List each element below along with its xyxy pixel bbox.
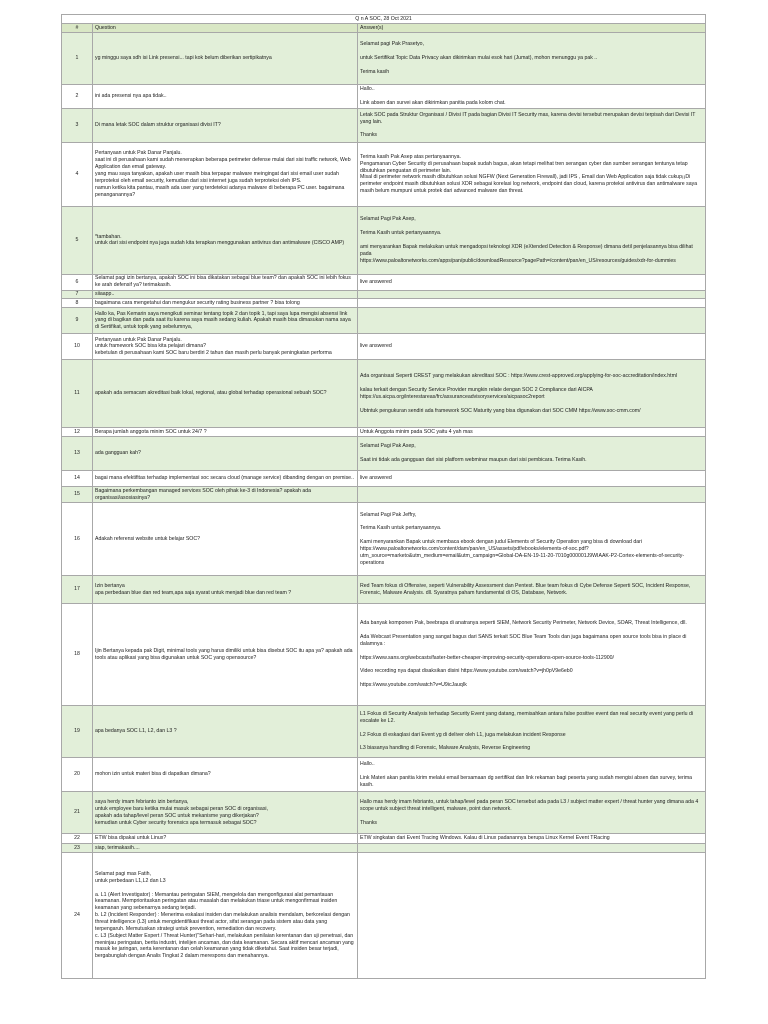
answer-cell: Selamat Pagi Pak Asep, Terima Kasih untuk pertanyaannya. ami menyarankan Bapak melakukan untuk mengadopsi teknologi XDR (eXtended Detection & Response) dimana detil penjelasannya bisa dilihat pada https://www.paloaltonetworks.com/apps/pan/public/downloadResource?pagePath=/content/pan/en_US/resources/guides/xdr-for-dummies — [358, 206, 706, 274]
table-row — [62, 576, 706, 604]
answer-cell — [358, 308, 706, 334]
question-cell: ini ada presensi nya apa tidak.. — [93, 84, 358, 108]
question-cell: Adakah referensi website untuk belajar SOC? — [93, 503, 358, 576]
row-number: 16 — [62, 503, 93, 576]
answer-cell: Hallo mas herdy imam febrianto, untuk tahap/level pada peran SOC tersebut ada pada L3 / subject matter expert / threat hunter yang dimana ada 4 scope untuk subject threat intelligent, malware, point dan network. Thanks — [358, 792, 706, 834]
table-row — [62, 834, 706, 844]
table-row — [62, 206, 706, 274]
row-number: 1 — [62, 32, 93, 84]
question-cell: Izin bertanya apa perbedaan blue dan red team,apa saja syarat untuk menjadi blue dan red team ? — [93, 576, 358, 604]
document-title: Q n A SOC, 28 Oct 2021 — [62, 15, 706, 24]
header-question: Question — [93, 24, 358, 33]
question-cell: Pertanyaan untuk Pak Danar Panjalu. saat ini di perusahaan kami sudah menerapkan beberapa perimeter defense mulai dari sisi traffic network, Web Application dan email gateway. yang mau saya tanyakan, apakah user masih bisa terpapar malware meingingat dari sisi email user sudah terproteksi oleh email security, kemudian dari sisi internet juga sudah terproteksi oleh IPS. namun ketika kita pantau, masih ada user yang terdeteksi adanya malware di beberapa PC user. bagaimana penanganannya? — [93, 142, 358, 206]
row-number: 22 — [62, 834, 93, 844]
row-number: 6 — [62, 274, 93, 290]
header-row — [62, 24, 706, 33]
question-cell: Pertanyaan untuk Pak Danar Panjalu. untuk framework SOC bisa kita pelajari dimana? kebetulan di perusahaan kami SOC baru berdiri 2 tahun dan masih perlu banyak peningkatan performa — [93, 334, 358, 360]
question-cell: bagaimana cara mengetahui dan mengukur security rating business partner ? bisa tolong — [93, 299, 358, 308]
row-number: 10 — [62, 334, 93, 360]
question-cell: bagai mana efektifitas terhadap implementasi soc secara cloud (manage service) dibanding dengan on premise.. — [93, 471, 358, 487]
row-number: 23 — [62, 844, 93, 853]
row-number: 19 — [62, 706, 93, 758]
table-row — [62, 308, 706, 334]
question-cell: apakah ada semacam akreditasi baik lokal, regional, atau global terhadap operasional sebuah SOC? — [93, 360, 358, 428]
question-cell: Selamat pagi izin bertanya, apakah SOC ini bisa dikatakan sebagai blue team? dan apakah SOC ini lebih fokus ke arah defensif ya? terimakasih. — [93, 274, 358, 290]
answer-cell: live answered — [358, 334, 706, 360]
table-row — [62, 299, 706, 308]
row-number: 2 — [62, 84, 93, 108]
row-number: 9 — [62, 308, 93, 334]
row-number: 14 — [62, 471, 93, 487]
answer-cell: Selamat Pagi Pak Jeffry, Terima Kasih untuk pertanyaannya. Kami menyarankan Bapak untuk membaca ebook dengan judul Elements of Security Operation yang bisa di download dari https://www.paloaltonetworks.com/content/dam/pan/en_US/assets/pdf/ebooks/elements-of-soc.pdf?utm_source=marketo&utm_medium=email&utm_campaign=Global-DA-EN-19-11-20-7010g000001J9WIAAK-P2-Cortex-elements-of-security-operations — [358, 503, 706, 576]
question-cell: siap, terimakasih.... — [93, 844, 358, 853]
table-row — [62, 503, 706, 576]
answer-cell: ETW singkatan dari Event Tracing Windows. Kalau di Linux padanannya berupa Linux Kernel Event TRacing — [358, 834, 706, 844]
question-cell: Di mana letak SOC dalam struktur organisasi divisi IT? — [93, 108, 358, 142]
table-row — [62, 844, 706, 853]
row-number: 17 — [62, 576, 93, 604]
question-cell: saya herdy imam febrianto izin bertanya, untuk employee baru ketika mulai masuk sebagai peran SOC di organisasi, apakah ada tahap/level peran SOC untuk mekanisme yang dikerjakan? kemudian untuk Cyber security forensics apa termasuk sebagai SOC? — [93, 792, 358, 834]
table-row — [62, 792, 706, 834]
table-row — [62, 471, 706, 487]
qa-table — [61, 14, 706, 979]
question-cell: mohon izin untuk materi bisa di dapatkan dimana? — [93, 758, 358, 792]
answer-cell: Selamat pagi Pak Prasetyo, untuk Sertifikat Topic Data Privacy akan dikirimkan mulai esok hari (Jumat), mohon menunggu ya pak .. Terima kasih — [358, 32, 706, 84]
row-number: 8 — [62, 299, 93, 308]
answer-cell: live answered — [358, 274, 706, 290]
answer-cell — [358, 299, 706, 308]
table-row — [62, 142, 706, 206]
table-row — [62, 108, 706, 142]
row-number: 11 — [62, 360, 93, 428]
question-cell: yg minggu saya sdh isi Link presensi... tapi kok belum diberikan sertipikatnya — [93, 32, 358, 84]
row-number: 5 — [62, 206, 93, 274]
table-row — [62, 290, 706, 299]
question-cell: Bagaimana perkembangan managed services SOC oleh pihak ke-3 di Indonesia? apakah ada organisasi/asosiasinya? — [93, 487, 358, 503]
answer-cell: Hallo.. Link Materi akan panitia kirim melalui email bersamaan dg sertifikat dan link rekaman bagi peserta yang sudah mengisi absen dan survey, terima kasih. — [358, 758, 706, 792]
question-cell: ETW bisa dipakai untuk Linux? — [93, 834, 358, 844]
table-row — [62, 334, 706, 360]
table-row — [62, 437, 706, 471]
qa-body — [62, 32, 706, 978]
table-row — [62, 360, 706, 428]
answer-cell: Ada organisasi Seperti CREST yang melakukan akreditasi SOC : https://www.crest-approved.org/applying-for-soc-accreditation/index.html kalau terkait dengan Security Service Provider mungkin relate dengan SOC 2 Compliance dari AICPA https://us.aicpa.org/interestareas/frc/assuranceadvisoryservices/aicpasoc2report Ubtntuk pengukuran sendiri ada framework SOC Maturity yang bisa digunakan dari SOC CMM https://www.soc-cmm.com/ — [358, 360, 706, 428]
table-row — [62, 32, 706, 84]
row-number: 21 — [62, 792, 93, 834]
answer-cell — [358, 487, 706, 503]
table-row — [62, 274, 706, 290]
row-number: 20 — [62, 758, 93, 792]
table-row — [62, 428, 706, 437]
question-cell: Berapa jumlah anggota minim SOC untuk 24/7 ? — [93, 428, 358, 437]
answer-cell: L1 Fokus di Security Analysis terhadap Security Event yang datang, memisahkan antara false positive event dan real security event yang perlu di escalate ke L2. L2 Fokus di eskaqlasi dari Event yg di deliver oleh L1, juga melakukan incident Response L3 biasanya handling di Forensic, Malware Analysis, Reverse Engineering — [358, 706, 706, 758]
answer-cell: live answered — [358, 471, 706, 487]
question-cell: ada gangguan kah? — [93, 437, 358, 471]
table-row — [62, 604, 706, 706]
header-number: # — [62, 24, 93, 33]
question-cell: Selamat pagi mas Fatih, untuk perbedaan L1,L2 dan L3 a. L1 (Alert Investigator) : Memantau peringatan SIEM, mengelola dan mengonfigurasi alat pemantauan keamanan. Memprioritaskan peringatan atau masalah dan melakukan triase untuk mengonfirmasi insiden keamanan yang sebenarnya sedang terjadi. b. L2 (Incident Responder) : Menerima eskalasi insiden dan melakukan analisis mendalam, berkorelasi dengan threat intelligence (L3) untuk mengidentifikasi threat actor, sifat serangan pada sistem atau data yang terpengaruh. Memutuskan strategi untuk prevention, remediation dan recovery. c. L3 (Subject Matter Expert / Threat Hunter)"Sehari-hari, melakukan penilaian kerentanan dan uji penetrasi, dan meninjau peringatan, berita industri, intelijen ancaman, dan data keamanan. Secara aktif mencari ancaman yang masuk ke jaringan, serta kerentanan dan celah keamanan yang tidak diketahui. Saat insiden besar terjadi, bergabunglah dengan Analis Tingkat 2 dalam merespons dan menahannya. — [93, 853, 358, 979]
row-number: 15 — [62, 487, 93, 503]
answer-cell: Hallo.. Link absen dan survei akan dikirimkan panitia pada kolom chat. — [358, 84, 706, 108]
answer-cell: Ada banyak komponen Pak, beebrapa di anatranya seperti SIEM, Network Security Perimeter, Network Device, SOAR, Threat Intelligence, dll. Ada Webcast Presentation yang sangat bagus dari SANS terkait SOC Blue Team Tools dan juga bagaimana open source tools bisa in place di dalamnya : https://www.sans.org/webcasts/faster-better-cheaper-improving-security-operations-open-source-tools-112900/ Video recording nya dapat disaksikan disini https://www.youtube.com/watch?v=jh0pV9e6eb0 https://www.youtube.com/watch?v=U9icJauqIk — [358, 604, 706, 706]
row-number: 7 — [62, 290, 93, 299]
table-row — [62, 84, 706, 108]
header-answer: Answer(s) — [358, 24, 706, 33]
question-cell: Hallo ka, Pas Kemarin saya mengikuti seminar tentang topik 2 dan topik 1, tapi saya lupa mengisi absensi link yang di bagikan dan pada saat itu karena saya masih sedang kuliah. Apakah masih bisa dimasukan nama saya di Sertifikat, untuk topik yang sebelumnya, — [93, 308, 358, 334]
question-cell: Ijin Bertanya kepada pak Digit, minimal tools yang harus dimiliki untuk bisa disebut SOC itu apa ya? apakah ada tools atau aplikasi yang bisa digunakan untuk SOC yang opensource? — [93, 604, 358, 706]
question-cell: apa bedanya SOC L1, L2, dan L3 ? — [93, 706, 358, 758]
row-number: 3 — [62, 108, 93, 142]
question-cell: *tambahan. untuk dari sisi endpoint nya juga sudah kita terapkan menggunakan antivirus dan antimalware (CISCO AMP) — [93, 206, 358, 274]
table-row — [62, 487, 706, 503]
table-row — [62, 758, 706, 792]
row-number: 18 — [62, 604, 93, 706]
answer-cell — [358, 853, 706, 979]
row-number: 12 — [62, 428, 93, 437]
table-row — [62, 853, 706, 979]
row-number: 24 — [62, 853, 93, 979]
answer-cell: Letak SOC pada Struktur Organisasi / Divisi IT pada bagian Divisi IT Security mas, karena devisi tersebut merupakan devisi terpisah dari Devisi IT yang lain. Thanks — [358, 108, 706, 142]
table-row — [62, 706, 706, 758]
answer-cell — [358, 290, 706, 299]
answer-cell: Untuk Anggota minim pada SOC yaitu 4 yah mas — [358, 428, 706, 437]
answer-cell — [358, 844, 706, 853]
row-number: 4 — [62, 142, 93, 206]
answer-cell: Selamat Pagi Pak Asep, Saat ini tidak ada gangguan dari sisi platform webminar maupun dari sisi pembicara. Terima Kasih. — [358, 437, 706, 471]
row-number: 13 — [62, 437, 93, 471]
title-row — [62, 15, 706, 24]
answer-cell: Terima kasih Pak Asep atas pertanyaannya. Pengamanan Cyber Security di perusahaan bapak sudah bagus, akan tetapi melihat tren serangan cyber dan sumber serangan tentunya tetap dibutuhkan penguatan di perimeter lain. Misal di perimeter network masih dibutuhkan solusi NGFW (Next Generation Firewall), jadi IPS , Email dan Web Application saja tidak cukup¡¡Di perimeter endpoint masih dibutuhkan solusi XDR sebagai korelasi log network, endpoint dan cloud, karena proteksi antivirus dan antimalware saya masih belum mumpuni untuk protek dari advanced malware dan threat. — [358, 142, 706, 206]
answer-cell: Red Team fokus di Offensive, seperti Vulnerability Assessment dan Pentest. Blue team fokus di Cybe Defense Seperti SOC, Incident Response, Forensic, Malware Analysis. dll. Syaratnya paham fundamental di OS, Database, Network. — [358, 576, 706, 604]
question-cell: siiaapp.. — [93, 290, 358, 299]
